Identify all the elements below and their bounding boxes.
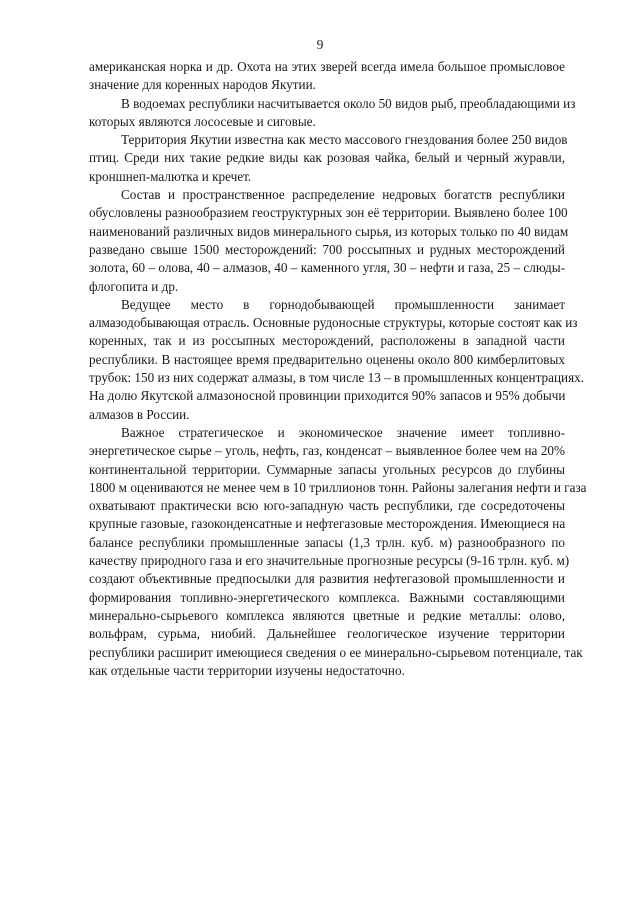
text-line: Состав и пространственное распределение недровых богатств республики: [121, 187, 565, 203]
text-line: 1800 м оцениваются не менее чем в 10 триллионов тонн. Районы залегания нефти и газа: [89, 479, 587, 495]
text-line: которых являются лососевые и сиговые.: [89, 113, 316, 129]
text-line: значение для коренных народов Якутии.: [89, 77, 316, 93]
text-line: балансе республики промышленные запасы (1,3 трлн. куб. м) разнообразного по: [89, 534, 565, 550]
text-line: республики расширит имеющиеся сведения о ее минерально-сырьевом потенциале, так: [89, 644, 583, 660]
text-line: континентальной территории. Суммарные запасы угольных ресурсов до глубины: [89, 461, 565, 477]
text-line: обусловлены разнообразием геоструктурных зон её территории. Выявлено более 100: [89, 205, 568, 221]
text-line: как отдельные части территории изучены недостаточно.: [89, 662, 405, 678]
text-line: флогопита и др.: [89, 278, 179, 294]
text-line: разведано свыше 1500 месторождений: 700 россыпных и рудных месторождений: [89, 241, 565, 257]
text-line: создают объективные предпосылки для развития нефтегазовой промышленности и: [89, 571, 565, 587]
text-line: крупные газовые, газоконденсатные и нефтегазовые месторождения. Имеющиеся на: [89, 516, 566, 532]
text-line: Важное стратегическое и экономическое значение имеет топливно-: [121, 424, 565, 440]
page-number: 9: [316, 37, 324, 52]
text-line: Ведущее место в горнодобывающей промышленности занимает: [121, 296, 565, 312]
text-line: американская норка и др. Охота на этих зверей всегда имела большое промысловое: [89, 59, 565, 74]
text-line: В водоемах республики насчитывается около 50 видов рыб, преобладающими из: [121, 95, 576, 111]
text-line: качеству природного газа и его значительные прогнозные ресурсы (9-16 трлн. куб. м): [89, 553, 570, 569]
text-line: минерально-сырьевого комплекса являются цветные и редкие металлы: олово,: [89, 607, 565, 623]
body-text: [89, 58, 587, 680]
text-line: кроншнеп-малютка и кречет.: [89, 168, 252, 184]
text-line: коренных, так и из россыпных месторождений, расположены в западной части: [89, 333, 565, 349]
text-line: энергетическое сырье – уголь, нефть, газ, конденсат – выявленное более чем на 20%: [89, 443, 565, 459]
text-line: наименований различных видов минерального сырья, из которых только по 40 видам: [89, 223, 569, 239]
text-line: птиц. Среди них такие редкие виды как розовая чайка, белый и черный журавли,: [89, 150, 565, 166]
text-line: трубок: 150 из них содержат алмазы, в том числе 13 – в промышленных концентрациях.: [89, 370, 585, 386]
text-line: формирования топливно-энергетического комплекса. Важными составляющими: [89, 589, 565, 605]
text-line: вольфрам, сурьма, ниобий. Дальнейшее геологическое изучение территории: [89, 626, 565, 642]
text-line: алмазодобывающая отрасль. Основные рудоносные структуры, которые состоят как из: [89, 315, 578, 331]
text-line: республики. В настоящее время предварительно оценены около 800 кимберлитовых: [89, 351, 565, 367]
text-line: алмазов в России.: [89, 406, 190, 422]
text-line: золота, 60 – олова, 40 – алмазов, 40 – каменного угля, 30 – нефти и газа, 25 – слюды-: [89, 260, 565, 276]
text-line: Территория Якутии известна как место массового гнездования более 250 видов: [121, 132, 568, 148]
text-line: охватывают практически всю юго-западную часть республики, где сосредоточены: [89, 498, 565, 514]
text-line: На долю Якутской алмазоносной провинции приходится 90% запасов и 95% добычи: [89, 388, 566, 404]
